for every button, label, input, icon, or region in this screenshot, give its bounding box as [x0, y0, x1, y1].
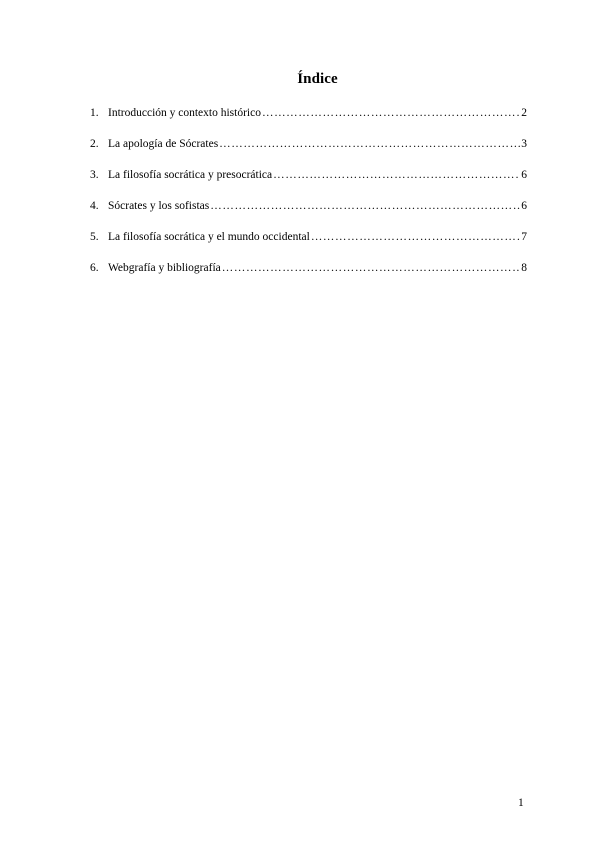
toc-entry-number: 1.	[90, 107, 99, 119]
toc-entry-number: 2.	[90, 138, 99, 150]
toc-entry-label: La filosofía socrática y presocrática	[108, 169, 273, 181]
toc-dot-leader	[219, 138, 520, 150]
toc-entry-label: Sócrates y los sofistas	[108, 200, 210, 212]
toc-entry-number: 6.	[90, 262, 99, 274]
toc-entry[interactable]	[90, 107, 527, 138]
toc-entry-page: 7	[521, 231, 527, 243]
toc-dot-leader	[311, 231, 520, 243]
toc-entry[interactable]	[90, 231, 527, 262]
toc-dot-leader	[222, 262, 521, 274]
toc-entry[interactable]	[90, 262, 527, 293]
page-number: 1	[518, 797, 524, 809]
toc-dot-leader	[210, 200, 520, 212]
toc-entry[interactable]	[90, 200, 527, 231]
toc-entry-page: 8	[521, 262, 527, 274]
toc-entry[interactable]	[90, 169, 527, 200]
toc-dot-leader	[262, 107, 520, 119]
table-of-contents	[90, 107, 527, 293]
toc-dot-leader	[273, 169, 520, 181]
toc-entry-label: La filosofía socrática y el mundo occidental	[108, 231, 310, 243]
toc-entry[interactable]	[90, 138, 527, 169]
toc-entry-label: Introducción y contexto histórico	[108, 107, 261, 119]
page-title: Índice	[297, 71, 338, 87]
toc-entry-page: 3	[521, 138, 527, 150]
toc-entry-page: 6	[521, 169, 527, 181]
toc-entry-number: 3.	[90, 169, 99, 181]
toc-entry-label: La apología de Sócrates	[108, 138, 219, 150]
toc-entry-page: 2	[521, 107, 527, 119]
toc-entry-page: 6	[521, 200, 527, 212]
toc-entry-number: 5.	[90, 231, 99, 243]
toc-entry-label: Webgrafía y bibliografía	[108, 262, 221, 274]
toc-entry-number: 4.	[90, 200, 99, 212]
